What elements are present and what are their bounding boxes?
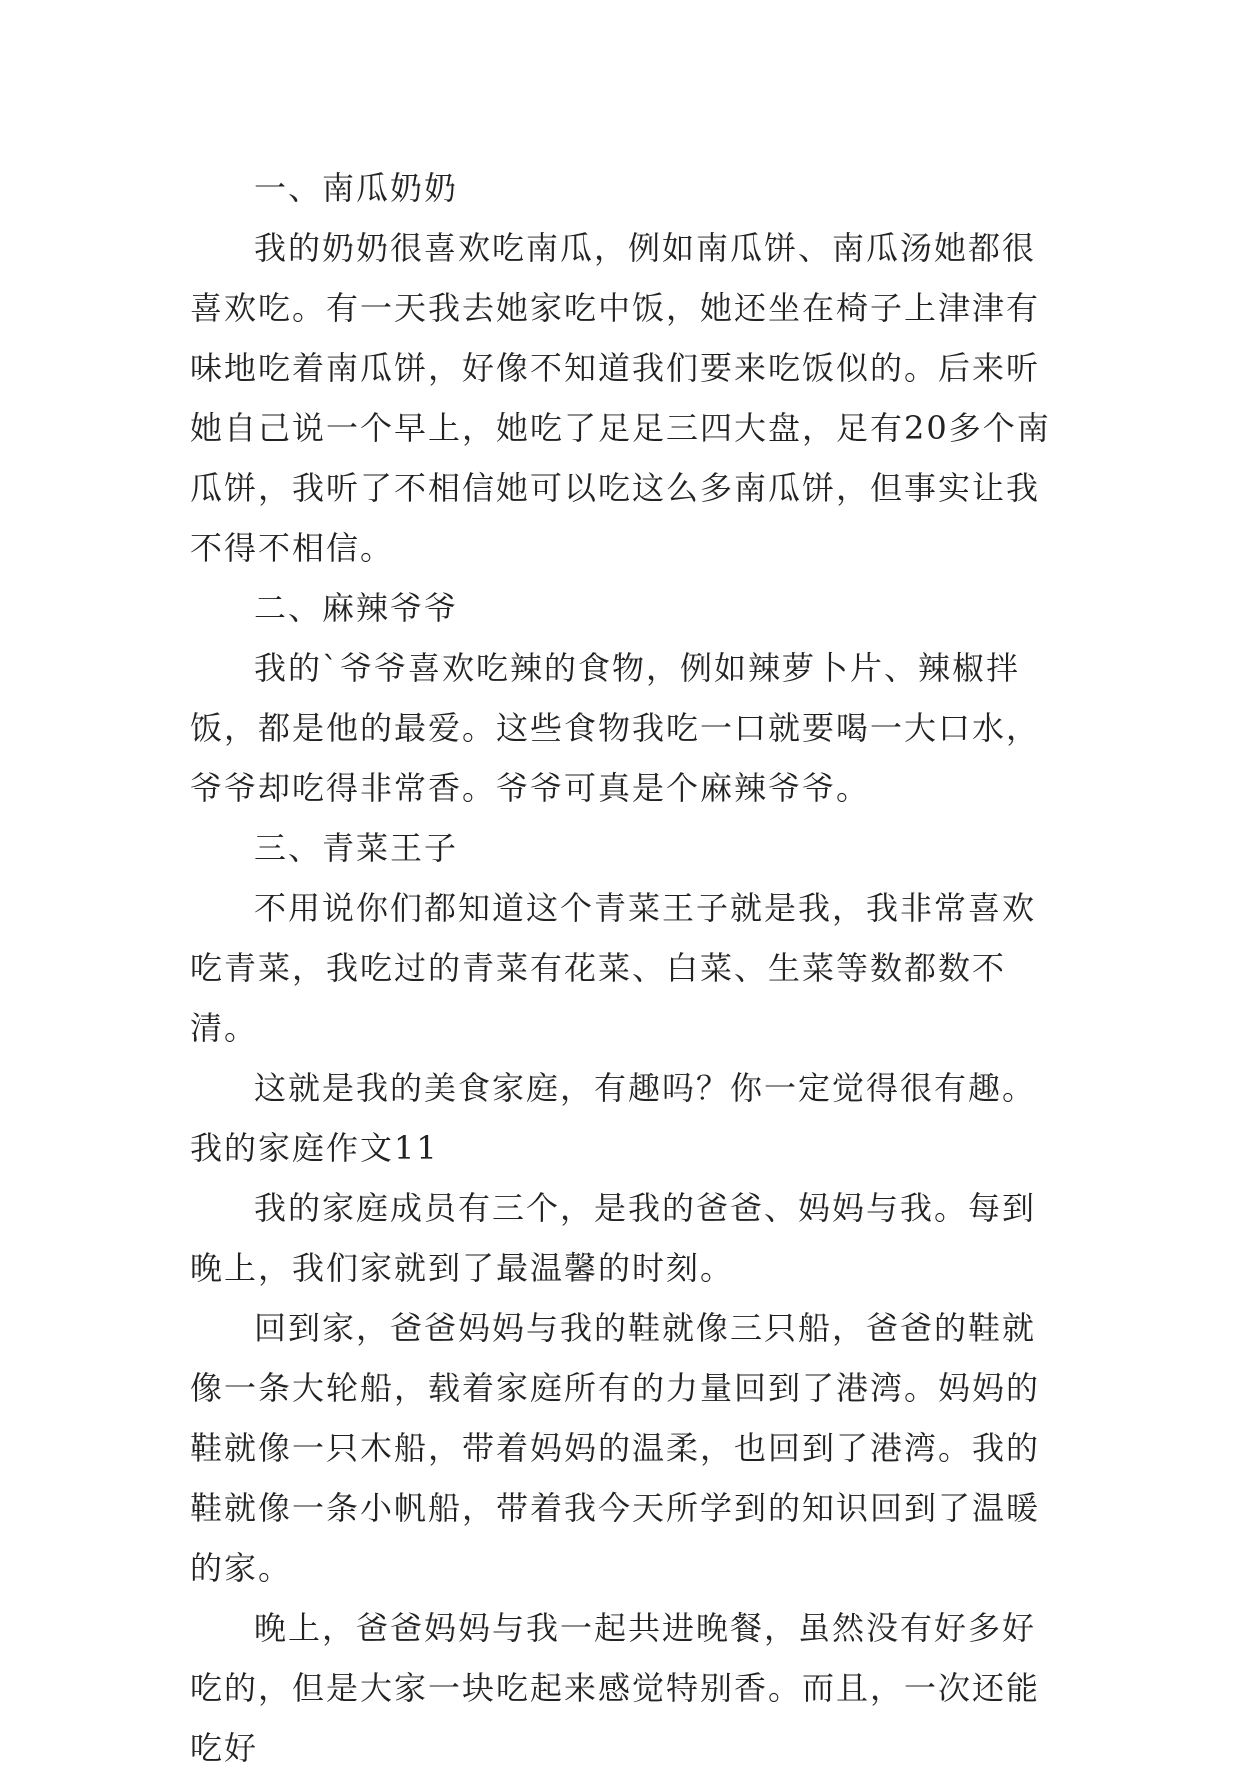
paragraph-pumpkin-grandma: 我的奶奶很喜欢吃南瓜，例如南瓜饼、南瓜汤她都很喜欢吃。有一天我去她家吃中饭，她还坐在椅子上津津有味地吃着南瓜饼，好像不知道我们要来吃饭似的。后来听她自己说一个早上，她吃了足足三四大盘，足有20多个南瓜饼，我听了不相信她可以吃这么多南瓜饼，但事实让我不得不相信。	[190, 229, 1051, 567]
paragraph-shoes-boats: 回到家，爸爸妈妈与我的鞋就像三只船，爸爸的鞋就像一条大轮船，载着家庭所有的力量回到了港湾。妈妈的鞋就像一只木船，带着妈妈的温柔，也回到了港湾。我的鞋就像一条小帆船，带着我今天所学到的知识回到了温暖的家。	[190, 1309, 1041, 1587]
paragraph-conclusion: 这就是我的美食家庭，有趣吗？你一定觉得很有趣。	[254, 1069, 1037, 1107]
section-heading-spicy-grandpa: 二、麻辣爷爷	[254, 589, 459, 627]
paragraph-vegetable-prince: 不用说你们都知道这个青菜王子就是我，我非常喜欢吃青菜，我吃过的青菜有花菜、白菜、生菜等数都数不清。	[190, 889, 1037, 1047]
section-heading-vegetable-prince: 三、青菜王子	[254, 829, 459, 867]
paragraph-spicy-grandpa: 我的`爷爷喜欢吃辣的食物，例如辣萝卜片、辣椒拌饭，都是他的最爱。这些食物我吃一口就要喝一大口水，爷爷却吃得非常香。爷爷可真是个麻辣爷爷。	[190, 649, 1041, 807]
document-body	[190, 158, 1060, 1778]
section-heading-pumpkin-grandma: 一、南瓜奶奶	[254, 169, 459, 207]
paragraph-dinner: 晚上，爸爸妈妈与我一起共进晚餐，虽然没有好多好吃的，但是大家一块吃起来感觉特别香。而且，一次还能吃好	[190, 1609, 1041, 1767]
paragraph-family-members: 我的家庭成员有三个，是我的爸爸、妈妈与我。每到晚上，我们家就到了最温馨的时刻。	[190, 1189, 1037, 1287]
essay-title: 我的家庭作文11	[190, 1129, 439, 1167]
